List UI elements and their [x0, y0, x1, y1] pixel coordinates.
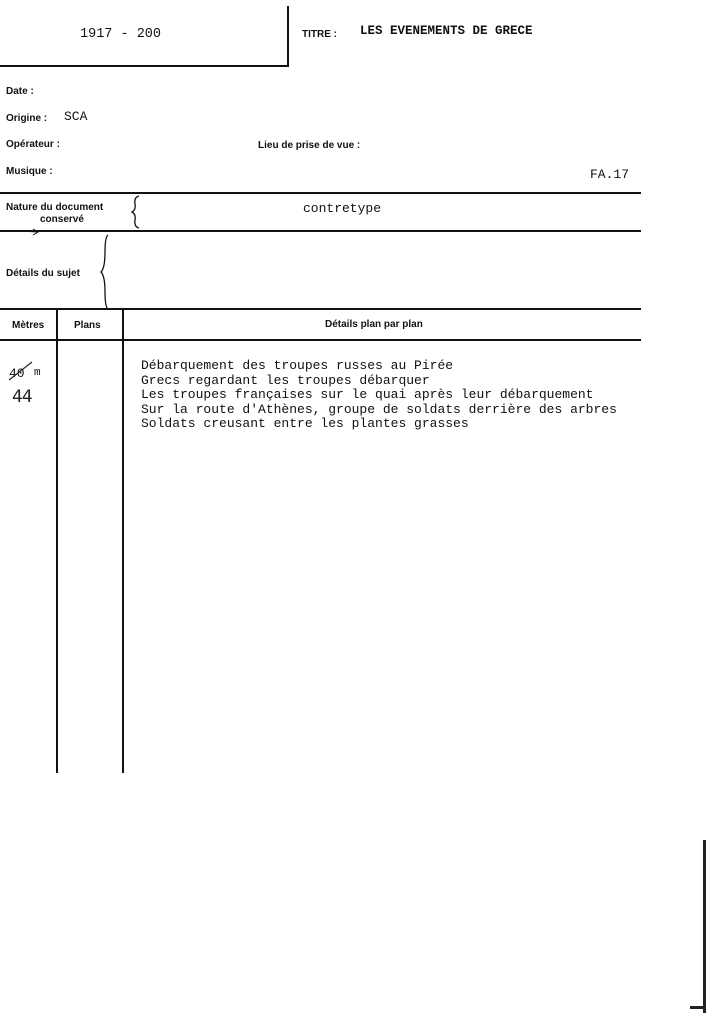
origine-label: Origine : — [6, 113, 48, 124]
metres-handwritten-correction: 44 — [12, 387, 32, 407]
list-item: Soldats creusant entre les plantes grasses — [141, 416, 469, 432]
archive-code: FA.17 — [590, 167, 630, 182]
scan-edge-corner — [690, 1006, 706, 1009]
table-header-bottom-line — [0, 339, 641, 341]
origine-value: SCA — [64, 109, 88, 124]
list-item: Sur la route d'Athènes, groupe de soldats derrière des arbres — [141, 401, 617, 417]
table-divider-metres-plans — [56, 309, 58, 773]
header-metres: Mètres — [12, 320, 45, 331]
nature-top-line — [0, 192, 641, 194]
nature-brace-icon — [131, 195, 143, 229]
strike-through-mark — [6, 360, 34, 382]
list-item: Débarquement des troupes russes au Pirée — [141, 358, 454, 373]
details-sujet-label: Détails du sujet — [6, 268, 80, 279]
header-box-right-border — [287, 6, 289, 66]
lieu-label: Lieu de prise de vue : — [258, 140, 361, 151]
scan-edge-shadow — [703, 840, 706, 1013]
nature-bottom-line — [0, 230, 641, 232]
titre-label: TITRE : — [302, 29, 337, 40]
metres-unit: m — [34, 367, 41, 379]
header-box-bottom-border — [0, 65, 289, 67]
nature-value: contretype — [303, 201, 382, 216]
operateur-label: Opérateur : — [6, 139, 60, 150]
reference-number: 1917 - 200 — [80, 27, 162, 42]
nature-label-line1: Nature du document — [6, 202, 104, 213]
musique-label: Musique : — [6, 166, 53, 177]
details-brace-icon — [100, 234, 114, 310]
nature-label-line2: conservé — [40, 214, 84, 225]
nature-arrow-mark-icon — [20, 228, 40, 236]
table-top-line — [0, 308, 641, 310]
header-plans: Plans — [74, 320, 101, 331]
header-details: Détails plan par plan — [325, 319, 423, 330]
document-title: LES EVENEMENTS DE GRECE — [360, 24, 533, 38]
details-list — [141, 359, 617, 432]
list-item: Les troupes françaises sur le quai après leur débarquement — [141, 387, 594, 403]
list-item: Grecs regardant les troupes débarquer — [141, 372, 430, 388]
metres-value: 40 — [9, 366, 25, 381]
table-divider-plans-details — [122, 309, 124, 773]
date-label: Date : — [6, 86, 34, 97]
